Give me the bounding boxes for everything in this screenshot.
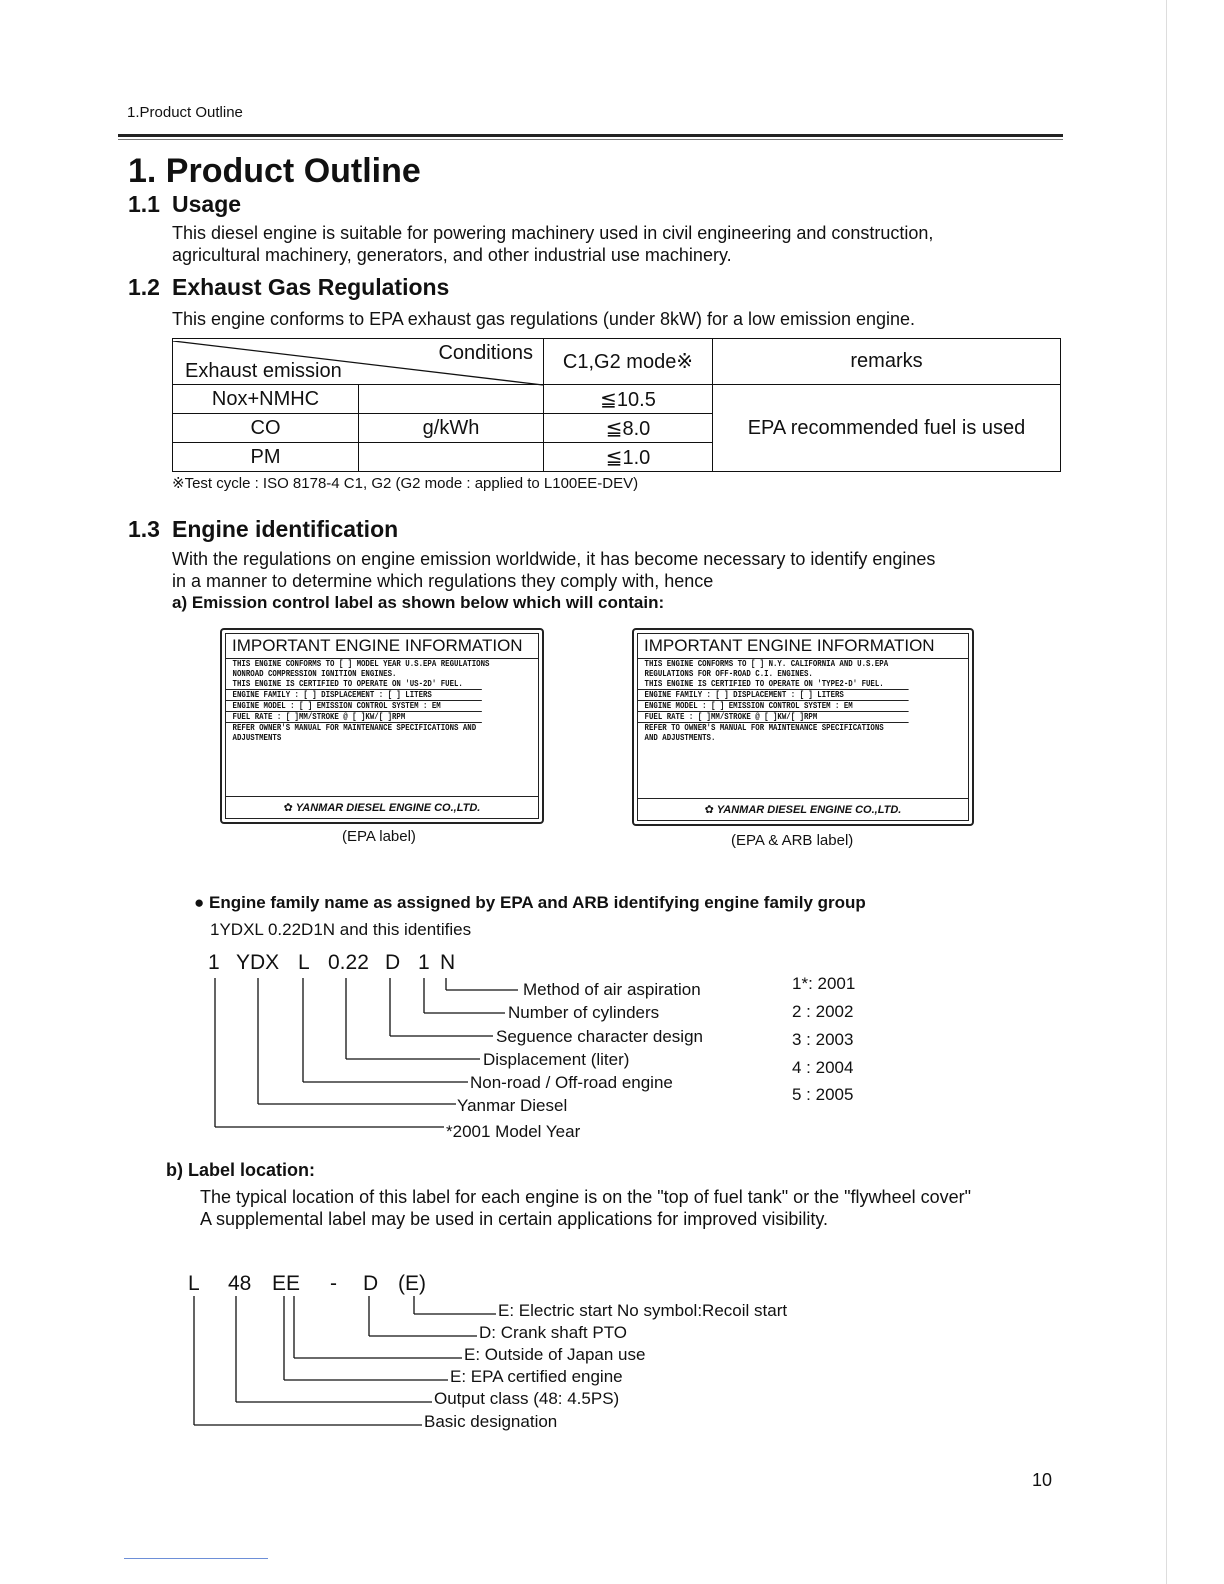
- mode-header: C1,G2 mode※: [544, 339, 713, 385]
- model-code-part: EE: [272, 1272, 301, 1295]
- limit-value: ≦10.5: [544, 385, 713, 414]
- remarks-header: remarks: [713, 339, 1061, 385]
- family-meaning: Number of cylinders: [508, 1003, 660, 1022]
- running-header: 1.Product Outline: [127, 104, 243, 121]
- model-year-item: 2 : 2002: [792, 1002, 854, 1021]
- family-meaning: Non-road / Off-road engine: [470, 1073, 673, 1092]
- model-meaning: D: Crank shaft PTO: [479, 1323, 628, 1342]
- model-code-part: L: [188, 1272, 200, 1295]
- family-code-part: N: [440, 951, 456, 974]
- exhaust-emission-label: Exhaust emission: [185, 359, 342, 382]
- usage-line-2: agricultural machinery, generators, and other industrial use machinery.: [172, 245, 732, 265]
- model-code-part: -: [330, 1272, 337, 1295]
- identification-line-2: in a manner to determine which regulations they comply with, hence: [172, 571, 714, 591]
- label-line: FUEL RATE : [ ]MM/STROKE @ [ ]KW/[ ]RPM: [638, 712, 909, 723]
- family-meaning: *2001 Model Year: [446, 1122, 581, 1141]
- unit-label: g/kWh: [422, 417, 480, 439]
- section-title: Usage: [172, 191, 242, 217]
- family-meaning: Yanmar Diesel: [457, 1096, 568, 1115]
- page-number: 10: [1032, 1470, 1053, 1490]
- model-code-part: D: [363, 1272, 379, 1295]
- label-line: ENGINE FAMILY : [ ] DISPLACEMENT : [ ] LITERS: [226, 690, 482, 701]
- label-line: THIS ENGINE CONFORMS TO [ ] MODEL YEAR U.S.EPA REGULATIONS: [232, 659, 490, 669]
- label-line: REFER TO OWNER'S MANUAL FOR MAINTENANCE SPECIFICATIONS: [644, 723, 884, 733]
- section-title: Exhaust Gas Regulations: [172, 274, 450, 300]
- sub-heading-b: b) Label location:: [166, 1160, 316, 1180]
- model-year-item: 4 : 2004: [792, 1058, 854, 1077]
- epa-label-caption: (EPA label): [342, 828, 416, 845]
- label-line: NONROAD COMPRESSION IGNITION ENGINES.: [232, 669, 397, 679]
- epa-arb-label-caption: (EPA & ARB label): [731, 832, 854, 849]
- family-meaning: Displacement (liter): [483, 1050, 630, 1069]
- limit-value: ≦8.0: [544, 414, 713, 443]
- label-line: ENGINE MODEL : [ ] EMISSION CONTROL SYSTEM : EM: [226, 701, 482, 712]
- model-meaning: Basic designation: [424, 1412, 558, 1431]
- exhaust-paragraph: This engine conforms to EPA exhaust gas regulations (under 8kW) for a low emission engine.: [172, 309, 916, 329]
- family-code-part: 0.22: [328, 951, 369, 974]
- label-line: FUEL RATE : [ ]MM/STROKE @ [ ]KW/[ ]RPM: [226, 712, 482, 723]
- remarks-cell: EPA recommended fuel is used: [713, 385, 1061, 472]
- yanmar-logo-icon: ✿: [283, 802, 296, 814]
- label-line: REFER OWNER'S MANUAL FOR MAINTENANCE SPECIFICATIONS AND: [232, 723, 477, 733]
- pollutant-name: PM: [173, 443, 359, 471]
- family-meaning: Seguence character design: [496, 1027, 703, 1046]
- label-line: REGULATIONS FOR OFF-ROAD C.I. ENGINES.: [644, 669, 813, 679]
- limit-value: ≦1.0: [544, 443, 713, 472]
- label-line: THIS ENGINE CONFORMS TO [ ] N.Y. CALIFORNIA AND U.S.EPA: [644, 659, 889, 669]
- sub-heading-a: a) Emission control label as shown below which will contain:: [172, 593, 665, 612]
- label-company: YANMAR DIESEL ENGINE CO.,LTD.: [295, 802, 481, 814]
- family-code-part: D: [385, 951, 401, 974]
- page-title: 1. Product Outline: [128, 152, 421, 190]
- label-title: IMPORTANT ENGINE INFORMATION: [638, 634, 968, 659]
- label-company: YANMAR DIESEL ENGINE CO.,LTD.: [716, 804, 902, 816]
- model-meaning: E: Electric start No symbol:Recoil start: [498, 1301, 788, 1320]
- family-code-part: 1: [208, 951, 220, 974]
- pollutant-name: CO: [173, 414, 359, 442]
- family-meaning: Method of air aspiration: [523, 980, 701, 999]
- label-line: AND ADJUSTMENTS.: [644, 733, 716, 743]
- label-line: ENGINE FAMILY : [ ] DISPLACEMENT : [ ] LITERS: [638, 690, 909, 701]
- model-code-part: 48: [228, 1272, 252, 1295]
- section-title: Engine identification: [172, 516, 399, 542]
- label-line: THIS ENGINE IS CERTIFIED TO OPERATE ON 'US-2D' FUEL.: [226, 679, 482, 690]
- section-number: 1.2: [128, 274, 160, 300]
- test-cycle-note: ※Test cycle : ISO 8178-4 C1, G2 (G2 mode : applied to L100EE-DEV): [172, 475, 639, 492]
- label-line: THIS ENGINE IS CERTIFIED TO OPERATE ON 'TYPE2-D' FUEL.: [638, 679, 909, 690]
- conditions-label: Conditions: [438, 341, 533, 364]
- family-code-part: 1: [418, 951, 430, 974]
- engine-family-bullet: ● Engine family name as assigned by EPA and ARB identifying engine family group: [194, 893, 866, 912]
- family-code-part: YDX: [236, 951, 280, 974]
- identification-line-1: With the regulations on engine emission worldwide, it has become necessary to identify engines: [172, 549, 936, 569]
- engine-family-example: 1YDXL 0.22D1N and this identifies: [210, 920, 472, 939]
- model-year-item: 3 : 2003: [792, 1030, 854, 1049]
- location-line-2: A supplemental label may be used in certain applications for improved visibility.: [200, 1209, 828, 1229]
- model-meaning: Output class (48: 4.5PS): [434, 1389, 620, 1408]
- label-line: ADJUSTMENTS: [232, 733, 282, 743]
- section-number: 1.1: [128, 191, 160, 217]
- family-code-part: L: [298, 951, 310, 974]
- model-code-part: (E): [398, 1272, 426, 1295]
- pollutant-name: Nox+NMHC: [173, 385, 359, 413]
- label-title: IMPORTANT ENGINE INFORMATION: [226, 634, 538, 659]
- model-meaning: E: Outside of Japan use: [464, 1345, 646, 1364]
- model-year-item: 1*: 2001: [792, 974, 856, 993]
- usage-line-1: This diesel engine is suitable for powering machinery used in civil engineering and construction,: [172, 223, 934, 243]
- model-year-item: 5 : 2005: [792, 1085, 854, 1104]
- footer-rule: [124, 1558, 268, 1559]
- location-line-1: The typical location of this label for each engine is on the "top of fuel tank" or the "flywheel cover": [200, 1187, 971, 1207]
- section-number: 1.3: [128, 516, 160, 542]
- label-line: ENGINE MODEL : [ ] EMISSION CONTROL SYSTEM : EM: [638, 701, 909, 712]
- yanmar-logo-icon: ✿: [704, 804, 717, 816]
- model-meaning: E: EPA certified engine: [450, 1367, 623, 1386]
